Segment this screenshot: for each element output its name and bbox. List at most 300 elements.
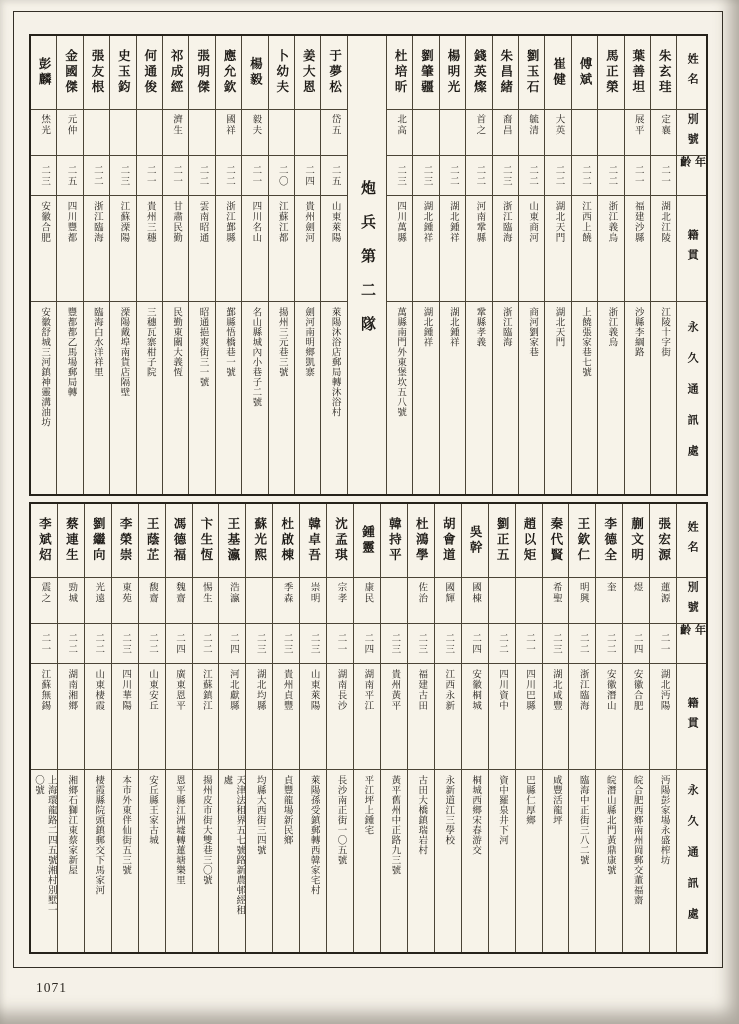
person-alias [413, 110, 438, 156]
person-addr [216, 302, 241, 494]
person-name [295, 36, 320, 110]
person-column [138, 504, 165, 952]
person-age [273, 624, 299, 664]
person-name-text: 韓持平 [387, 517, 402, 564]
row-header-address [677, 770, 706, 952]
row-header-native-text: 籍貫 [686, 228, 699, 269]
person-age [57, 156, 82, 196]
person-alias-text: 烋光 [39, 114, 50, 136]
person-alias [545, 110, 570, 156]
person-native-text: 山東萊陽 [329, 201, 340, 243]
person-age [58, 624, 84, 664]
person-name [413, 36, 438, 110]
person-native [543, 664, 569, 770]
person-addr-text: 貞豐龍場新民鄉 [281, 775, 292, 845]
person-column [272, 504, 299, 952]
person-age [413, 156, 438, 196]
section-title-column [347, 36, 386, 494]
person-native-text: 貴州劍河 [303, 201, 314, 243]
person-native-text: 江蘇溧陽 [118, 201, 129, 243]
person-native-text: 湖北均縣 [254, 669, 265, 711]
person-name-text: 于夢松 [327, 49, 342, 96]
person-age-text: 二二 [579, 164, 590, 187]
person-name-text: 彭麟 [37, 57, 52, 88]
person-column [294, 36, 320, 494]
person-addr [462, 770, 488, 952]
person-alias [295, 110, 320, 156]
person-age [466, 156, 491, 196]
person-addr-text: 揚州皮市街大雙巷三〇號 [200, 775, 211, 885]
person-name [569, 504, 595, 578]
person-name-text: 馮德福 [172, 517, 186, 564]
person-alias [466, 110, 491, 156]
person-column [241, 36, 267, 494]
person-name-text: 李斌炤 [37, 517, 52, 564]
person-age-text: 二二 [553, 164, 564, 187]
person-addr-text: 湘鄉石獅江東蔡家新屋 [66, 775, 77, 875]
person-name [300, 504, 326, 578]
person-native-text: 江蘇無錫 [39, 669, 50, 711]
person-name-text: 杜培昕 [393, 49, 408, 96]
person-addr [189, 302, 214, 494]
person-age-text: 二一 [523, 632, 534, 655]
person-column [622, 504, 649, 952]
person-alias-text: 濟生 [171, 114, 182, 136]
person-alias-text: 北高 [395, 114, 406, 136]
person-age [493, 156, 518, 196]
person-column [162, 36, 188, 494]
person-alias [219, 578, 245, 624]
person-name-text: 楊明光 [445, 49, 460, 96]
row-header-age [677, 156, 705, 196]
person-alias [246, 578, 272, 624]
person-alias-text: 勁城 [66, 582, 77, 604]
person-alias-text: 浩瀛 [227, 582, 238, 604]
person-alias [598, 110, 623, 156]
person-age-text: 二一 [659, 164, 670, 187]
person-name-text: 秦代賢 [548, 517, 563, 564]
person-column [320, 36, 346, 494]
person-age-text: 二三 [281, 632, 292, 655]
person-age [408, 624, 434, 664]
person-name [110, 36, 135, 110]
person-native-text: 貴州黃平 [389, 669, 400, 711]
person-addr [651, 302, 676, 494]
person-name-text: 李德全 [602, 517, 617, 564]
person-native-text: 安徽潛山 [604, 669, 615, 711]
person-age-text: 二二 [474, 164, 485, 187]
person-age [440, 156, 465, 196]
person-alias [440, 110, 465, 156]
person-alias [327, 578, 353, 624]
person-name-text: 杜啟棟 [279, 517, 294, 564]
person-native [31, 664, 57, 770]
person-addr-text: 商河劉家巷 [527, 307, 538, 357]
row-header-name-text: 姓名 [686, 520, 699, 561]
person-addr [31, 302, 56, 494]
person-native-text: 湖北江陵 [659, 201, 670, 243]
person-age [295, 156, 320, 196]
person-alias-text: 首之 [474, 114, 485, 136]
person-addr-text: 豐都都乙馬場郵局轉 [65, 307, 76, 397]
person-age-text: 二一 [632, 164, 643, 187]
person-addr-text: 棲霞縣院頭鎮郵交下馬家河 [93, 775, 104, 895]
person-name [58, 504, 84, 578]
person-column [595, 504, 622, 952]
person-addr-text: 湖北鍾祥 [447, 307, 458, 347]
person-addr-text: 臨海白水洋祥里 [91, 307, 102, 377]
person-name-text: 王蔭芷 [145, 517, 160, 564]
person-alias-text: 國輝 [443, 582, 454, 604]
person-alias [242, 110, 267, 156]
section-title [348, 36, 386, 494]
person-addr [381, 770, 407, 952]
person-alias-text: 岱五 [329, 114, 340, 136]
person-addr [519, 302, 544, 494]
person-age [569, 624, 595, 664]
person-alias-text: 季森 [281, 582, 292, 604]
person-age-text: 二三 [421, 164, 432, 187]
person-age [651, 156, 676, 196]
person-age-text: 二二 [147, 632, 158, 655]
person-addr [269, 302, 294, 494]
person-addr-text: 長沙南正街一〇五號 [335, 775, 346, 865]
row-header-column [676, 504, 706, 952]
person-native-text: 湖北鍾祥 [447, 201, 458, 243]
person-addr-text: 鞏縣孝義 [474, 307, 485, 347]
person-column [84, 504, 111, 952]
person-addr-text: 浙江義烏 [606, 307, 617, 347]
person-addr [466, 302, 491, 494]
person-name [321, 36, 346, 110]
person-age-text: 二四 [303, 164, 314, 187]
person-name-text: 吳幹 [468, 525, 483, 556]
person-addr-text: 鄞縣悟橋巷一號 [223, 307, 234, 377]
person-column [597, 36, 623, 494]
person-addr-text: 古田大橋鎮瑞岩村 [416, 775, 427, 855]
person-alias-text: 國棟 [470, 582, 481, 604]
person-native [381, 664, 407, 770]
person-column [380, 504, 407, 952]
person-native [569, 664, 595, 770]
person-native [516, 664, 542, 770]
person-age-text: 二〇 [276, 164, 287, 187]
person-native [413, 196, 438, 302]
person-name [623, 504, 649, 578]
person-addr [543, 770, 569, 952]
person-native [57, 196, 82, 302]
person-column [136, 36, 162, 494]
person-addr-text: 昭通挹爽街三一號 [197, 307, 208, 387]
person-native [84, 196, 109, 302]
person-native-text: 貴州貞豐 [281, 669, 292, 711]
person-age-text: 二二 [577, 632, 588, 655]
person-name [31, 504, 57, 578]
person-age-text: 二三 [550, 632, 561, 655]
person-native [440, 196, 465, 302]
person-name-text: 張明傑 [195, 49, 210, 96]
person-alias-text: 展平 [632, 114, 643, 136]
person-alias [519, 110, 544, 156]
person-addr [623, 770, 649, 952]
person-addr-text: 沙縣李綱路 [632, 307, 643, 357]
person-column [492, 36, 518, 494]
person-native [625, 196, 650, 302]
person-alias [216, 110, 241, 156]
person-age [327, 624, 353, 664]
person-name-text: 應允欽 [221, 49, 236, 96]
person-column [624, 36, 650, 494]
person-native [408, 664, 434, 770]
person-alias [408, 578, 434, 624]
person-name [193, 504, 219, 578]
person-alias [163, 110, 188, 156]
person-alias-text: 毓清 [527, 114, 538, 136]
person-native [462, 664, 488, 770]
person-age [112, 624, 138, 664]
person-alias [166, 578, 192, 624]
person-column [326, 504, 353, 952]
person-age-text: 二三 [416, 632, 427, 655]
person-column [56, 36, 82, 494]
person-age-text: 二四 [631, 632, 642, 655]
person-column [83, 36, 109, 494]
person-name [166, 504, 192, 578]
person-native [219, 664, 245, 770]
person-age-text: 二一 [39, 632, 50, 655]
person-addr [246, 770, 272, 952]
person-addr-text: 浙江臨海 [500, 307, 511, 347]
person-native-text: 山東安丘 [147, 669, 158, 711]
person-age-text: 二二 [527, 164, 538, 187]
person-native-text: 雲南昭通 [197, 201, 208, 243]
person-column [188, 36, 214, 494]
person-native-text: 湖北沔陽 [658, 669, 669, 711]
person-age-text: 二二 [197, 164, 208, 187]
person-name-text: 劉肇疆 [419, 49, 434, 96]
person-addr-text: 民勤東關大義恆 [171, 307, 182, 377]
person-native [650, 664, 676, 770]
person-native-text: 江西永新 [443, 669, 454, 711]
row-header-address [677, 302, 705, 494]
person-name [408, 504, 434, 578]
person-alias [489, 578, 515, 624]
person-addr [139, 770, 165, 952]
person-age [543, 624, 569, 664]
person-age [166, 624, 192, 664]
person-name-text: 胡會道 [441, 517, 456, 564]
person-alias-text: 崇明 [308, 582, 319, 604]
person-native [58, 664, 84, 770]
person-column [386, 36, 412, 494]
person-age-text: 二三 [308, 632, 319, 655]
person-native-text: 湖南湘鄉 [66, 669, 77, 711]
person-addr-text: 臨海中正街三八二號 [577, 775, 588, 865]
person-alias [193, 578, 219, 624]
person-alias [354, 578, 380, 624]
person-addr [163, 302, 188, 494]
person-age [242, 156, 267, 196]
person-addr-text: 咸豐活龍坪 [550, 775, 561, 825]
person-column [568, 504, 595, 952]
person-addr [85, 770, 111, 952]
row-header-age-text: 年齡 [678, 156, 706, 176]
person-native-text: 河北獻縣 [227, 669, 238, 711]
person-addr [166, 770, 192, 952]
person-age [598, 156, 623, 196]
person-native [572, 196, 597, 302]
person-addr [219, 770, 245, 952]
roster-content [29, 34, 708, 954]
person-name-text: 朱昌緒 [498, 49, 513, 96]
person-name-text: 金國傑 [63, 49, 78, 96]
person-native-text: 福建沙縣 [632, 201, 643, 243]
row-header-address-text: 永久通訊處 [686, 783, 699, 939]
person-addr [110, 302, 135, 494]
person-name-text: 崔健 [551, 57, 566, 88]
person-name [440, 36, 465, 110]
person-native [31, 196, 56, 302]
person-age [137, 156, 162, 196]
person-age [462, 624, 488, 664]
person-age-text: 二二 [66, 632, 77, 655]
person-name [625, 36, 650, 110]
person-alias [493, 110, 518, 156]
person-column [111, 504, 138, 952]
person-column [515, 504, 542, 952]
person-age-text: 二一 [171, 164, 182, 187]
person-alias-text: 馥齋 [147, 582, 158, 604]
row-header-age-text: 年齡 [678, 624, 706, 644]
person-native [545, 196, 570, 302]
row-header-alias-text: 別號 [686, 580, 699, 621]
person-alias-text: 奎 [604, 582, 615, 593]
person-native-text: 廣東恩平 [173, 669, 184, 711]
person-name [545, 36, 570, 110]
person-addr-text: 本市外東伴仙街五三號 [120, 775, 131, 875]
person-column [434, 504, 461, 952]
person-addr-text: 黃平舊州中正路九三號 [389, 775, 400, 875]
person-alias [139, 578, 165, 624]
person-native-text: 浙江臨海 [577, 669, 588, 711]
person-name-text: 韓卓吾 [306, 517, 321, 564]
person-name-text: 何通俊 [142, 49, 157, 96]
person-name [650, 504, 676, 578]
person-column [518, 36, 544, 494]
person-column [353, 504, 380, 952]
person-addr [625, 302, 650, 494]
person-alias [381, 578, 407, 624]
person-addr [408, 770, 434, 952]
person-alias-text: 裔昌 [500, 114, 511, 136]
row-header-name-text: 姓名 [686, 52, 699, 93]
person-age-text: 二三 [443, 632, 454, 655]
person-age [381, 624, 407, 664]
person-native [242, 196, 267, 302]
person-name [572, 36, 597, 110]
person-native [269, 196, 294, 302]
person-native [493, 196, 518, 302]
person-alias [137, 110, 162, 156]
person-addr [354, 770, 380, 952]
person-column [571, 36, 597, 494]
row-header-native-text: 籍貫 [686, 696, 699, 737]
person-column [245, 504, 272, 952]
person-name [381, 504, 407, 578]
person-alias [112, 578, 138, 624]
person-native [139, 664, 165, 770]
person-addr-text: 萊陽孫受鎮郵轉西韓家宅村 [308, 775, 319, 895]
person-native-text: 浙江義烏 [606, 201, 617, 243]
person-alias [625, 110, 650, 156]
person-addr [516, 770, 542, 952]
person-alias [623, 578, 649, 624]
person-alias-text: 國祥 [223, 114, 234, 136]
person-age [216, 156, 241, 196]
person-column [650, 36, 676, 494]
person-addr-text: 上海環龍路二四五號湘村別墅一〇號 [32, 775, 56, 915]
person-name [219, 504, 245, 578]
person-name-text: 李榮崇 [118, 517, 133, 564]
person-age [623, 624, 649, 664]
person-age-text: 二三 [118, 164, 129, 187]
person-addr-text: 均縣大西街三四號 [254, 775, 265, 855]
person-native-text: 江蘇江都 [276, 201, 287, 243]
person-addr [413, 302, 438, 494]
person-age-text: 二二 [606, 164, 617, 187]
person-age [189, 156, 214, 196]
person-addr-text: 劍河南明鄉凱寨 [303, 307, 314, 377]
row-header-alias [677, 578, 706, 624]
person-addr-text: 萊陽沐浴店郵局轉沐浴村 [329, 307, 340, 417]
person-column [31, 504, 57, 952]
person-alias [300, 578, 326, 624]
person-addr [273, 770, 299, 952]
person-alias [651, 110, 676, 156]
person-age-text: 二二 [604, 632, 615, 655]
person-age-text: 二二 [497, 632, 508, 655]
person-addr [387, 302, 412, 494]
person-column [544, 36, 570, 494]
person-alias-text: 蓮源 [658, 582, 669, 604]
person-column [461, 504, 488, 952]
person-age-text: 二一 [335, 632, 346, 655]
person-name [84, 36, 109, 110]
person-name [57, 36, 82, 110]
person-native [596, 664, 622, 770]
person-name-text: 葉善坦 [630, 49, 645, 96]
person-age-text: 二一 [658, 632, 669, 655]
person-name [493, 36, 518, 110]
person-name-text: 卞生恆 [198, 517, 213, 564]
person-age [300, 624, 326, 664]
person-column [649, 504, 676, 952]
person-column [192, 504, 219, 952]
person-addr-text: 資中羅泉井下河 [497, 775, 508, 845]
person-name [112, 504, 138, 578]
person-alias [269, 110, 294, 156]
person-age [596, 624, 622, 664]
person-native [112, 664, 138, 770]
person-native [273, 664, 299, 770]
person-native-text: 四川資中 [497, 669, 508, 711]
person-name [137, 36, 162, 110]
person-age [354, 624, 380, 664]
person-name-text: 張友根 [89, 49, 104, 96]
person-native-text: 安徽合肥 [39, 201, 50, 243]
person-name-text: 朱玄珪 [657, 49, 672, 96]
person-alias-text: 東苑 [120, 582, 131, 604]
